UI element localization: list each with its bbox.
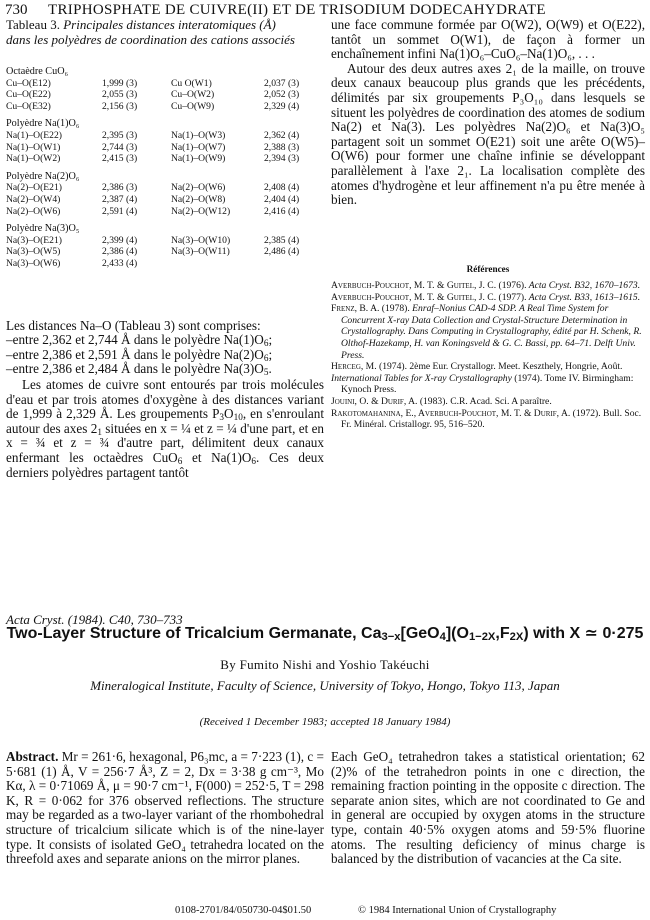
- table-cell: Na(3)–O(E21): [6, 234, 62, 246]
- table-cell: Cu–O(E22): [6, 89, 51, 101]
- table-group-title: Polyèdre Na(2)O₆: [6, 170, 80, 182]
- table-cell: Na(3)–O(W10): [171, 234, 231, 246]
- table-cell: 2,416 (4): [264, 205, 300, 217]
- table-group-title: Polyèdre Na(3)O₅: [6, 223, 80, 235]
- distances-line: –entre 2,362 et 2,744 Å dans le polyèdre $Na(1)O_6$;: [6, 332, 273, 349]
- table-cell: 2,408 (4): [264, 182, 300, 194]
- reference-item: Averbuch-Pouchot, M. T. & Guitel, J. C. (1977). Acta Cryst. B33, 1613–1615.: [331, 291, 641, 303]
- table-cell: 2,386 (4): [102, 246, 138, 258]
- table-cell: 2,052 (3): [264, 89, 300, 101]
- table-row: [6, 153, 326, 165]
- table-cell: Na(2)–O(E21): [6, 182, 62, 194]
- table-row: [6, 142, 326, 154]
- table-cell: 2,394 (3): [264, 153, 300, 165]
- table-cell: Na(3)–O(W6): [6, 257, 61, 269]
- table-cell: Na(2)–O(W6): [171, 182, 226, 194]
- references-list: [331, 280, 647, 431]
- table-caption-line2: dans les polyèdres de coordination des cations associés: [6, 32, 295, 47]
- article-affiliation: Mineralogical Institute, Faculty of Science, University of Tokyo, Hongo, Tokyo 113, Japan: [90, 678, 560, 693]
- table-group-title: Polyèdre Na(1)O₆: [6, 118, 80, 130]
- table-cell: Na(2)–O(W12): [171, 205, 231, 217]
- references-heading: Références: [466, 264, 510, 274]
- table-cell: Na(1)–O(E22): [6, 129, 62, 141]
- table-cell: 2,387 (4): [102, 193, 138, 205]
- abstract-label: Abstract.: [6, 749, 59, 764]
- reference-item: Jouini, O. & Durif, A. (1983). C.R. Acad. Sci. A paraître.: [331, 395, 552, 407]
- distances-intro: Les distances Na–O (Tableau 3) sont comprises:: [6, 318, 261, 333]
- table-cell: 2,362 (4): [264, 129, 300, 141]
- table-row: [6, 130, 326, 142]
- reference-item: Herceg, M. (1974). 2ème Eur. Crystallogr. Meet. Keszthely, Hongrie, Août.: [331, 361, 623, 373]
- footer-copyright: © 1984 International Union of Crystallography: [358, 905, 557, 916]
- table-cell: 1,999 (3): [102, 77, 138, 89]
- table-cell: 2,388 (3): [264, 141, 300, 153]
- copper-paragraph: Les atomes de cuivre sont entourés par trois molécules d'eau et par trois atomes d'oxygène à des distances variant de 1,999 à 2,329 Å. Les groupements $P_3O_{10}$, en s'enroulant autour des axes $2_1$ situées en x = ¼ et z = ¼ d'une part, et en x = ¾ et z = ¾ d'autre part, délimitent deux canaux enfermant les octaèdres CuO$_6$ et $Na(1)O_6$. Ces deux derniers polyèdres partagent tantôt: [6, 377, 325, 480]
- table-row: [6, 194, 326, 206]
- table-row: [6, 206, 326, 218]
- table-cell: 2,486 (4): [264, 246, 300, 258]
- distances-line: –entre 2,386 et 2,591 Å dans le polyèdre $Na(2)O_6$;: [6, 346, 273, 363]
- table-cell: Na(2)–O(W8): [171, 193, 226, 205]
- table-cell: Cu–O(E12): [6, 77, 51, 89]
- right-column-text: [331, 18, 645, 208]
- table-cell: 2,591 (4): [102, 205, 138, 217]
- table-cell: Na(2)–O(W4): [6, 193, 61, 205]
- page-number: 730: [5, 2, 28, 18]
- journal-citation: Acta Cryst. (1984). C40, 730–733: [6, 612, 183, 627]
- reference-item: Averbuch-Pouchot, M. T. & Guitel, J. C. (1976). Acta Cryst. B32, 1670–1673.: [331, 280, 641, 291]
- table-cell: Cu–O(W2): [171, 89, 215, 101]
- table-cell: Na(2)–O(W6): [6, 205, 61, 217]
- distances-paragraph: [6, 319, 324, 377]
- distances-line: –entre 2,386 et 2,484 Å dans le polyèdre $Na(3)O_5$.: [6, 361, 272, 378]
- reference-item: Rakotomahanina, E., Averbuch-Pouchot, M. T. & Durif, A. (1972). Bull. Soc. Fr. Minéral. Cristallogr. 95, 516–520.: [331, 407, 642, 431]
- table-cell: 2,395 (3): [102, 129, 138, 141]
- table-cell: Na(1)–O(W9): [171, 153, 226, 165]
- table-row: [6, 246, 326, 258]
- table-cell: Na(1)–O(W2): [6, 153, 61, 165]
- reference-item: Frenz, B. A. (1978). Enraf–Nonius CAD-4 SDP. A Real Time System for Concurrent X-ray Data Collection and Crystal-Structure Determination in Crystallography. Dans Computing in Crystallography, édité par H. Schenk, R. Olthof-Hazekamp, H. van Koningsveld & G. C. Bassi, pp. 64–71. Delft Univ. Press.: [331, 303, 642, 361]
- table-row: [6, 78, 326, 90]
- table-cell: 2,329 (4): [264, 100, 300, 112]
- right-paragraph-2: Autour des deux autres axes 2₁ de la maille, on trouve deux canaux beaucoup plus grands que les précédents, délimités par six groupements P₃O₁₀ dans lesquels se situent les polyèdres de coordination des atomes de sodium Na(2) et Na(3). Les polyèdres Na(2)O₆ et Na(3)O₅ partagent soit un sommet O(E21) soit une arête O(W5)–O(W6) pour former une chaîne infinie se développant parallèlement à l'axe 2₁. La localisation complète des atomes d'hydrogène et leur affinement n'a pu être menée à bien.: [331, 60, 645, 208]
- table-cell: 2,156 (3): [102, 100, 138, 112]
- reference-item: International Tables for X-ray Crystallography (1974). Tome IV. Birmingham: Kynoch Press.: [331, 372, 634, 396]
- table-cell: 2,386 (3): [102, 182, 138, 194]
- table-group-title: Octaèdre CuO₆: [6, 66, 69, 77]
- abstract-text: Mr = 261·6, hexagonal, P6₃mc, a = 7·223 (1), c = 5·681 (1) Å, V = 256·7 Å³, Z = 2, Dx = 3·38 g cm⁻³, Mo Kα, λ = 0·71069 Å, μ = 90·7 cm⁻¹, F(000) = 252·5, T = 298 K, R = 0·062 for 376 observed reflections. The structure may be regarded as a two-layer variant of the rhombohedral structure of tricalcium silicate which is of the nine-layer type. It consists of isolated GeO₄ tetrahedra located on the threefold axes and separate anions on the mirror planes.: [6, 749, 324, 867]
- table-row: [6, 258, 326, 270]
- table-cell: Na(3)–O(W5): [6, 246, 61, 258]
- footer-code: 0108-2701/84/050730-04$01.50: [175, 905, 312, 916]
- table-label: Tableau 3.: [6, 17, 60, 32]
- table-cell: Na(1)–O(W3): [171, 129, 226, 141]
- table-row: [6, 89, 326, 101]
- table-cell: Na(3)–O(W11): [171, 246, 230, 258]
- distance-table: [6, 66, 326, 270]
- table-cell: 2,055 (3): [102, 89, 138, 101]
- article-authors: By Fumito Nishi and Yoshio Takéuchi: [220, 657, 430, 672]
- right-paragraph-1: une face commune formée par O(W2), O(W9) et O(E22), tantôt un sommet O(W1), de façon à former un enchaînement infini Na(1)O₆–CuO₆–Na(1)O₆, . . .: [331, 17, 645, 62]
- table-cell: 2,399 (4): [102, 234, 138, 246]
- table-cell: Na(1)–O(W1): [6, 141, 61, 153]
- table-cell: 2,744 (3): [102, 141, 138, 153]
- table-cell: Cu O(W1): [171, 77, 212, 89]
- abstract: [6, 750, 324, 867]
- table-cell: 2,404 (4): [264, 193, 300, 205]
- table-cell: Cu–O(E32): [6, 100, 51, 112]
- abstract-continued: Each GeO₄ tetrahedron takes a statistical orientation; 62 (2)% of the tetrahedron points in one c direction, the remaining fraction pointing in the opposite c direction. The separate anion sites, which are not coordinated to Ge and in general are occupied by oxygen atoms in the structure type, contain 40·5% oxygen atoms and 59·5% fluorine atoms. The resulting deficiency of minus charge is balanced by the distribution of vacancies at the Ca site.: [331, 749, 645, 867]
- table-row: [6, 235, 326, 247]
- article-title: Two-Layer Structure of Tricalcium Germanate, $Ca_{3-x}[GeO_4](O_{1-2X},F_{2X})$ with X ≃ 0·275: [6, 625, 644, 643]
- running-title: TRIPHOSPHATE DE CUIVRE(II) ET DE TRISODIUM DODECAHYDRATE: [48, 2, 546, 18]
- table-cell: Na(1)–O(W7): [171, 141, 226, 153]
- table-cell: 2,037 (3): [264, 77, 300, 89]
- table-cell: 2,385 (4): [264, 234, 300, 246]
- table-cell: 2,433 (4): [102, 257, 138, 269]
- table-caption: [6, 17, 324, 47]
- table-cell: Cu–O(W9): [171, 100, 215, 112]
- table-caption-line1: Principales distances interatomiques (Å): [63, 17, 276, 32]
- table-row: [6, 182, 326, 194]
- received-dates: (Received 1 December 1983; accepted 18 January 1984): [199, 716, 451, 728]
- table-cell: 2,415 (3): [102, 153, 138, 165]
- table-row: [6, 101, 326, 113]
